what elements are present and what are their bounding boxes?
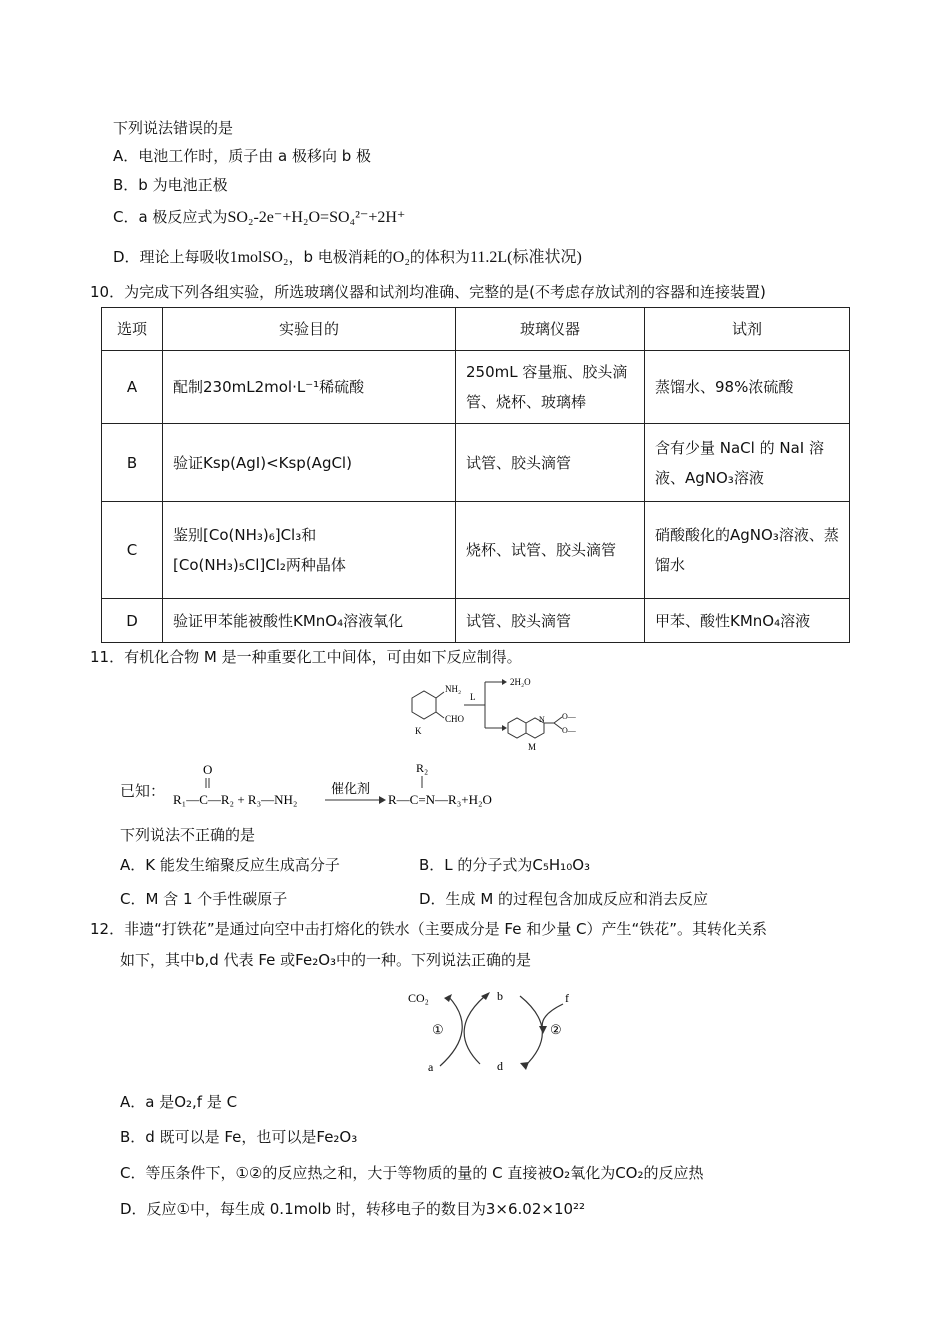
q12-number: 12．: [90, 920, 125, 938]
row-purpose: [163, 502, 456, 599]
d-label: d: [497, 1059, 503, 1073]
q11-option-a: A．K 能发生缩聚反应生成高分子: [120, 856, 340, 874]
header-option: 选项: [102, 308, 163, 351]
header-purpose: 实验目的: [163, 308, 456, 351]
table-row: [102, 502, 850, 599]
q11-known-reaction: [170, 758, 550, 814]
q11-stem2: 下列说法不正确的是: [120, 826, 256, 844]
row-glassware: 试管、胶头滴管: [456, 424, 645, 502]
q11-option-d: D．生成 M 的过程包含加成反应和消去反应: [419, 890, 709, 908]
q9-option-c: [113, 206, 405, 227]
co2-label: CO₂: [408, 991, 429, 1005]
row-purpose-line1: 鉴别[Co(NH₃)₆]Cl₃和: [173, 526, 317, 544]
q9-option-d-label: D．理论上每吸收: [113, 248, 230, 266]
row-reagent: 硝酸酸化的AgNO₃溶液、蒸馏水: [645, 502, 850, 599]
k-label: K: [415, 726, 422, 736]
row-glassware: 试管、胶头滴管: [456, 599, 645, 643]
row-option: B: [102, 424, 163, 502]
row-purpose: 验证甲苯能被酸性KMnO₄溶液氧化: [163, 599, 456, 643]
svg-text:O—: O—: [562, 726, 576, 735]
q9-option-d-text2: 的体积为: [409, 248, 470, 266]
q11-option-b: B．L 的分子式为C₅H₁₀O₃: [419, 856, 591, 874]
q10-number: 10．: [90, 283, 125, 301]
q12-option-a: A．a 是O₂,f 是 C: [120, 1093, 238, 1111]
curve-b: [464, 996, 485, 1064]
benzene-ring-k: [412, 691, 436, 719]
m-label: M: [528, 742, 537, 752]
svg-text:O—: O—: [562, 712, 576, 721]
svg-text:N: N: [539, 715, 545, 724]
header-reagent: 试剂: [645, 308, 850, 351]
cho-label: CHO: [445, 714, 465, 724]
q12-header: [90, 918, 767, 939]
header-glassware: 玻璃仪器: [456, 308, 645, 351]
q11-known-label: 已知：: [120, 782, 166, 800]
product-r2: R₂: [416, 761, 429, 775]
row-purpose: 验证Ksp(AgI)<Ksp(AgCl): [163, 424, 456, 502]
q9-option-d-so2: 1molSO₂: [229, 249, 289, 266]
q12-cycle-diagram: [400, 982, 590, 1078]
l-label: L: [470, 692, 476, 702]
quinoline-ring1: [508, 718, 526, 738]
q10-table: [101, 307, 850, 643]
f-label: f: [565, 991, 569, 1005]
a-label: a: [428, 1060, 434, 1074]
row-reagent: 含有少量 NaCl 的 NaI 溶液、AgNO₃溶液: [645, 424, 850, 502]
q11-reaction-scheme: [390, 672, 590, 758]
q9-stem: 下列说法错误的是: [113, 119, 234, 137]
row-purpose-line2: [Co(NH₃)₅Cl]Cl₂两种晶体: [173, 556, 346, 574]
b-label: b: [497, 989, 503, 1003]
row-reagent: 甲苯、酸性KMnO₄溶液: [645, 599, 850, 643]
carbonyl-o: O: [203, 762, 213, 777]
catalyst-label: 催化剂: [331, 781, 371, 796]
table-header-row: [102, 308, 850, 351]
table-row: [102, 424, 850, 502]
nh2-label: NH₂: [445, 684, 462, 694]
q9-option-a: A．电池工作时，质子由 a 极移向 b 极: [113, 147, 372, 165]
table-row: [102, 351, 850, 424]
row-purpose: 配制230mL2mol·L⁻¹稀硫酸: [163, 351, 456, 424]
q12-option-b: B．d 既可以是 Fe，也可以是Fe₂O₃: [120, 1128, 358, 1146]
step2-label: ②: [550, 1022, 562, 1037]
row-option: D: [102, 599, 163, 643]
q9-option-c-equation: SO₂-2e⁻+H₂O=SO₄²⁻+2H⁺: [227, 209, 406, 226]
row-option: C: [102, 502, 163, 599]
q9-option-d: [113, 244, 582, 267]
q11-option-c: C．M 含 1 个手性碳原子: [120, 890, 288, 908]
q9-option-d-text1: ，b 电极消耗的: [288, 248, 393, 266]
q10-header: [90, 281, 766, 302]
q11-stem: 有机化合物 M 是一种重要化工中间体，可由如下反应制得。: [124, 648, 522, 666]
row-glassware: 烧杯、试管、胶头滴管: [456, 502, 645, 599]
q9-option-d-o2: O₂: [392, 249, 410, 266]
q9-option-c-label: C．a 极反应式为: [113, 208, 228, 226]
row-reagent: 蒸馏水、98%浓硫酸: [645, 351, 850, 424]
q11-header: [90, 646, 522, 667]
product-text: R—C=N—R₃+H₂O: [388, 792, 492, 807]
q10-stem: 为完成下列各组实验，所选玻璃仪器和试剂均准确、完整的是(不考虑存放试剂的容器和连接装置): [124, 283, 766, 301]
step1-label: ①: [432, 1022, 444, 1037]
q12-stem-line2: 如下，其中b,d 代表 Fe 或Fe₂O₃中的一种。下列说法正确的是: [120, 951, 532, 969]
q12-stem-line1: 非遗“打铁花”是通过向空中击打熔化的铁水（主要成分是 Fe 和少量 C）产生“铁花”。其转化关系: [124, 920, 767, 938]
q12-option-c: C．等压条件下，①②的反应热之和，大于等物质的量的 C 直接被O₂氧化为CO₂的反应热: [120, 1164, 704, 1182]
curve-d: [520, 996, 542, 1066]
h2o-label: 2H₂O: [510, 677, 531, 687]
q9-option-d-volume: 11.2L(标准状况): [469, 249, 582, 266]
q12-option-d: D．反应①中，每生成 0.1molb 时，转移电子的数目为3×6.02×10²²: [120, 1200, 586, 1218]
table-row: [102, 599, 850, 643]
q9-option-b: B．b 为电池正极: [113, 176, 228, 194]
row-option: A: [102, 351, 163, 424]
reactant-text: R₁—C—R₂ + R₃—NH₂: [173, 792, 298, 807]
row-glassware: 250mL 容量瓶、胶头滴管、烧杯、玻璃棒: [456, 351, 645, 424]
q11-number: 11．: [90, 648, 125, 666]
